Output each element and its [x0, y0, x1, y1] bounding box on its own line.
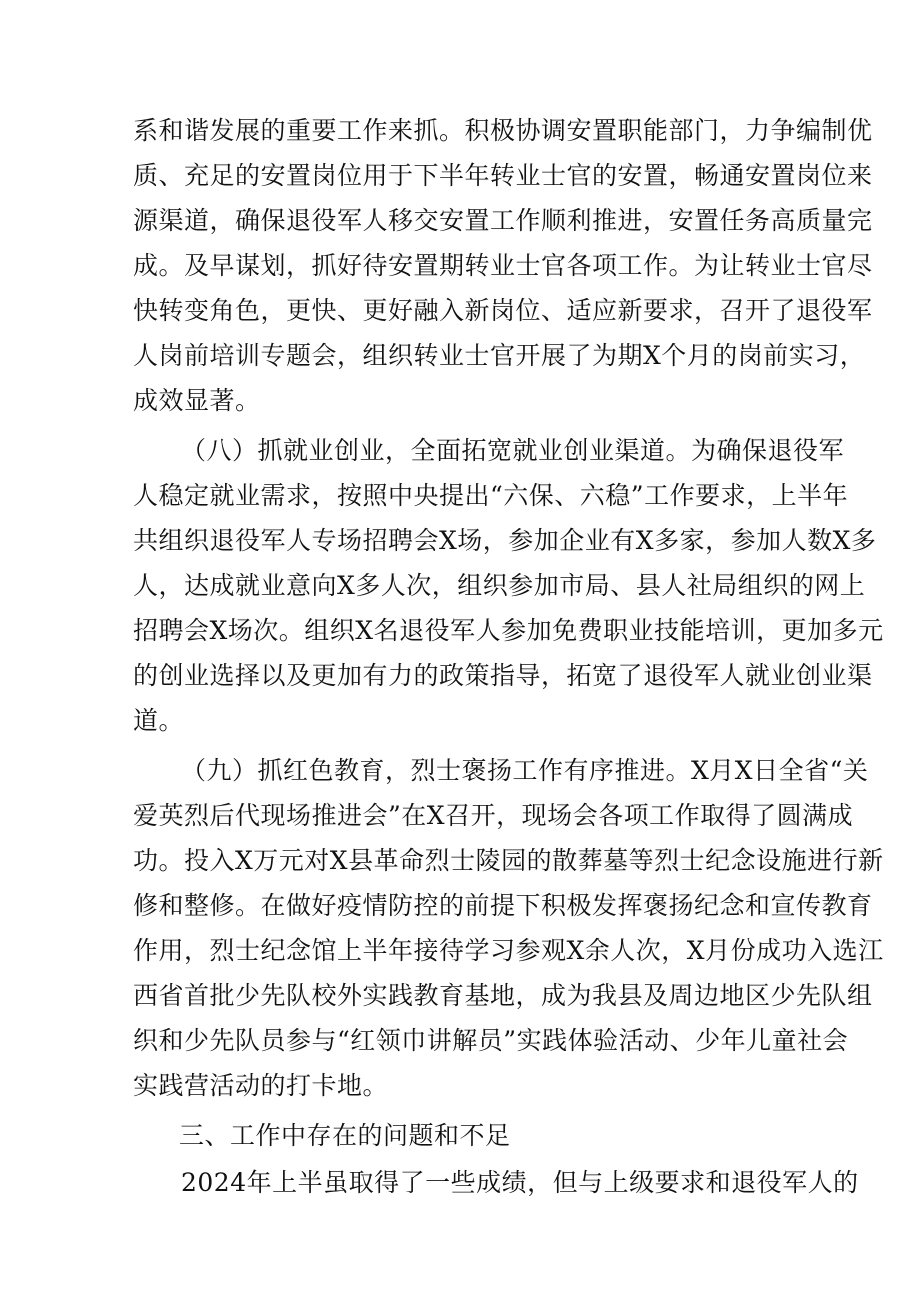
paragraph-line: 招聘会X场次。组织X名退役军人参加免费职业技能培训，更加多元: [133, 616, 884, 645]
paragraph-line: 织和少先队员参与“红领巾讲解员”实践体验活动、少年儿童社会: [133, 1026, 849, 1055]
paragraph-line: 成效显著。: [133, 386, 261, 415]
paragraph-line: 源渠道，确保退役军人移交安置工作顺利推进，安置任务高质量完: [133, 206, 873, 235]
paragraph-line: 功。投入X万元对X县革命烈士陵园的散葬墓等烈士纪念设施进行新: [133, 846, 884, 875]
paragraph-line: 西省首批少先队校外实践教育基地，成为我县及周边地区少先队组: [133, 981, 873, 1010]
paragraph-line: 人，达成就业意向X多人次，组织参加市局、县人社局组织的网上: [133, 571, 866, 600]
paragraph-line: 作用，烈士纪念馆上半年接待学习参观X余人次，X月份成功入选江: [133, 936, 884, 965]
paragraph-line: （八）抓就业创业，全面拓宽就业创业渠道。为确保退役军: [181, 436, 845, 465]
paragraph-line: 实践营活动的打卡地。: [133, 1071, 389, 1100]
paragraph-line: 质、充足的安置岗位用于下半年转业士官的安置，畅通安置岗位来: [133, 161, 873, 190]
paragraph-line: 快转变角色，更快、更好融入新岗位、适应新要求，召开了退役军: [133, 296, 873, 325]
paragraph-line: 人岗前培训专题会，组织转业士官开展了为期X个月的岗前实习，: [133, 341, 866, 370]
paragraph-line: 2024年上半虽取得了一些成绩，但与上级要求和退役军人的: [181, 1168, 859, 1197]
paragraph-line: 的创业选择以及更加有力的政策指导，拓宽了退役军人就业创业渠: [133, 661, 873, 690]
paragraph-line: 修和整修。在做好疫情防控的前提下积极发挥褒扬纪念和宣传教育: [133, 891, 873, 920]
paragraph-line: 系和谐发展的重要工作来抓。积极协调安置职能部门，力争编制优: [133, 116, 873, 145]
section-heading: 三、工作中存在的问题和不足: [179, 1121, 511, 1150]
paragraph-line: 共组织退役军人专场招聘会X场，参加企业有X多家，参加人数X多: [133, 526, 877, 555]
paragraph-line: 道。: [133, 706, 185, 735]
paragraph-line: 爱英烈后代现场推进会”在X召开，现场会各项工作取得了圆满成: [133, 801, 854, 830]
paragraph-line: 人稳定就业需求，按照中央提出“六保、六稳”工作要求，上半年: [133, 481, 849, 510]
paragraph-line: （九）抓红色教育，烈士褒扬工作有序推进。X月X日全省“关: [181, 756, 869, 785]
paragraph-line: 成。及早谋划，抓好待安置期转业士官各项工作。为让转业士官尽: [133, 251, 873, 280]
